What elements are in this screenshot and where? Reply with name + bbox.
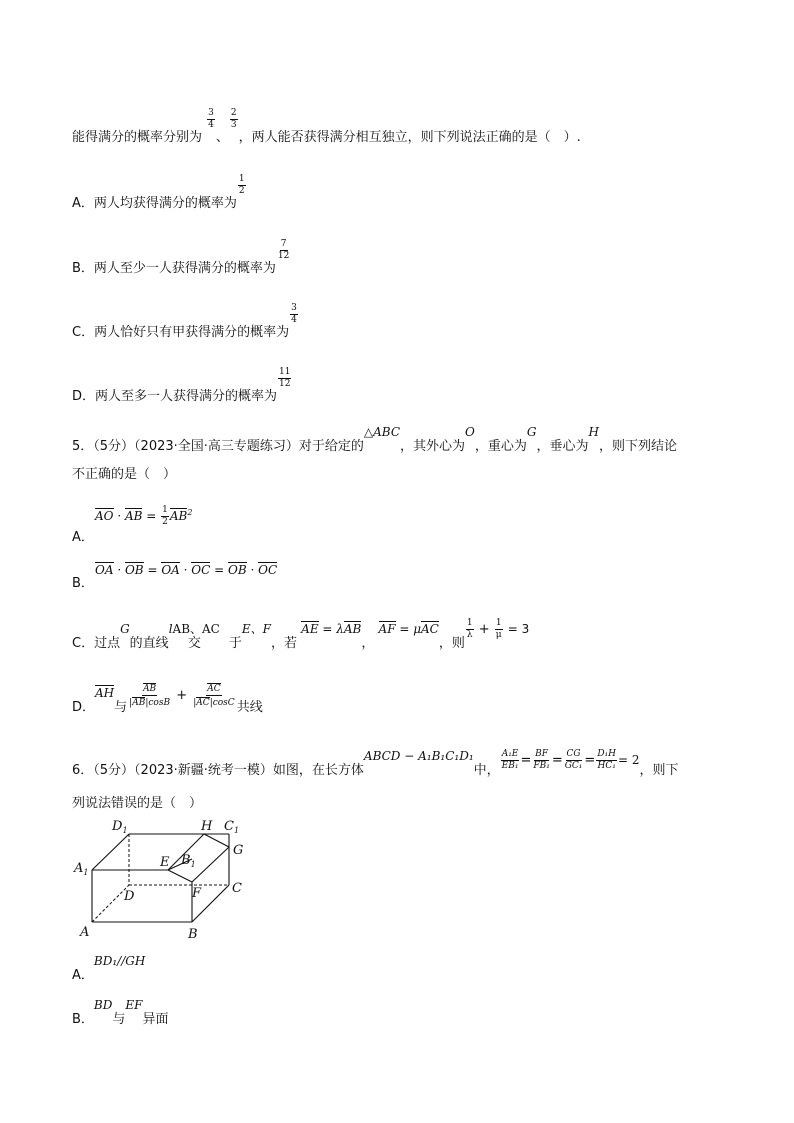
label-D1: $D_1$ xyxy=(112,819,128,835)
q5-stem-line2: 不正确的是（ ） xyxy=(72,467,177,482)
label-E: E xyxy=(160,855,170,870)
q4-a-fraction: $\frac{1}{2}$ xyxy=(238,174,245,196)
q5-option-a-formula: AO · AB = $\frac{1}{2}$ $AB^2$ xyxy=(95,505,193,527)
q5-option-a: A． xyxy=(72,530,94,545)
q4-option-b: B．两人至少一人获得满分的概率为 $\frac{7}{12}$ xyxy=(72,239,290,276)
label-F: F xyxy=(192,886,202,901)
q6-option-b: B．BD与EF异面 xyxy=(72,998,169,1027)
intro-sep: 、 xyxy=(215,130,229,145)
q4-option-c: C．两人恰好只有甲获得满分的概率为 $\frac{3}{4}$ xyxy=(72,303,297,340)
intro-line xyxy=(72,108,581,148)
q6-stem: 6．（5分）（2023·新疆·统考一模）如图，在长方体ABCD − A₁B₁C₁D₁中， $\frac{\text{A₁E}}{\text{EB₁}}$ = $\frac{BF}{\text{FB₁}}$ = $\frac{CG}{\text{GC₁}}$ = $\frac{\text{D₁H}}{\text{HC₁}}$ = 2，则下 xyxy=(72,749,679,778)
intro-fraction-1: $\frac{3}{4}$ xyxy=(208,108,214,130)
label-H: H xyxy=(201,819,213,834)
label-D: D xyxy=(124,889,135,904)
q5-option-b-formula: OA · OB = OA · OC = OB · OC xyxy=(95,563,278,577)
q5-option-c: C．过点G的直线lAB、AC交 于E、F，若 AE = λAB， AF = μAC，则 $\frac{1}{\lambda}$ + $\frac{1}{\mu}$ = 3 xyxy=(72,618,530,651)
q6-option-a: A．BD₁//GH xyxy=(72,954,146,983)
label-A1: $A_1$ xyxy=(74,861,89,877)
q4-d-fraction: $\frac{11}{12}$ xyxy=(279,367,291,389)
intro-rest: ，两人能否获得满分相互独立，则下列说法正确的是（ ）. xyxy=(238,130,581,145)
q6-stem-line2: 列说法错误的是（ ） xyxy=(72,796,203,811)
edge-e-f xyxy=(168,870,192,882)
cuboid-figure xyxy=(68,812,258,942)
label-A: A xyxy=(80,925,90,940)
label-C1: $C_1$ xyxy=(224,819,240,835)
q4-option-d: D．两人至多一人获得满分的概率为 $\frac{11}{12}$ xyxy=(72,367,291,404)
label-C: C xyxy=(232,881,242,896)
label-B: B xyxy=(188,927,198,942)
intro-fraction-2: $\frac{2}{3}$ xyxy=(230,108,237,130)
q4-b-fraction: $\frac{7}{12}$ xyxy=(277,239,290,261)
q5-option-b: B． xyxy=(72,576,94,591)
q5-stem: 5．（5分）（2023·全国·高三专题练习）对于给定的△ABC，其外心为O，重心为G，垂心为H，则下列结论 xyxy=(72,425,677,454)
q5-option-d: D．AH与 $\frac{AB}{|AB|\cos B}$ + $\frac{AC}{|AC|\cos C}$ 共线 xyxy=(72,684,263,715)
edge-h-g xyxy=(204,834,229,847)
label-B1: $B_1$ xyxy=(181,853,196,869)
label-G: G xyxy=(233,843,244,858)
intro-text: 能得满分的概率分别为 xyxy=(72,130,203,145)
edge-g-f xyxy=(192,847,229,882)
edge-a1-d1 xyxy=(92,834,129,870)
q4-c-fraction: $\frac{3}{4}$ xyxy=(291,303,297,325)
q4-option-a: A．两人均获得满分的概率为 $\frac{1}{2}$ xyxy=(72,174,245,211)
